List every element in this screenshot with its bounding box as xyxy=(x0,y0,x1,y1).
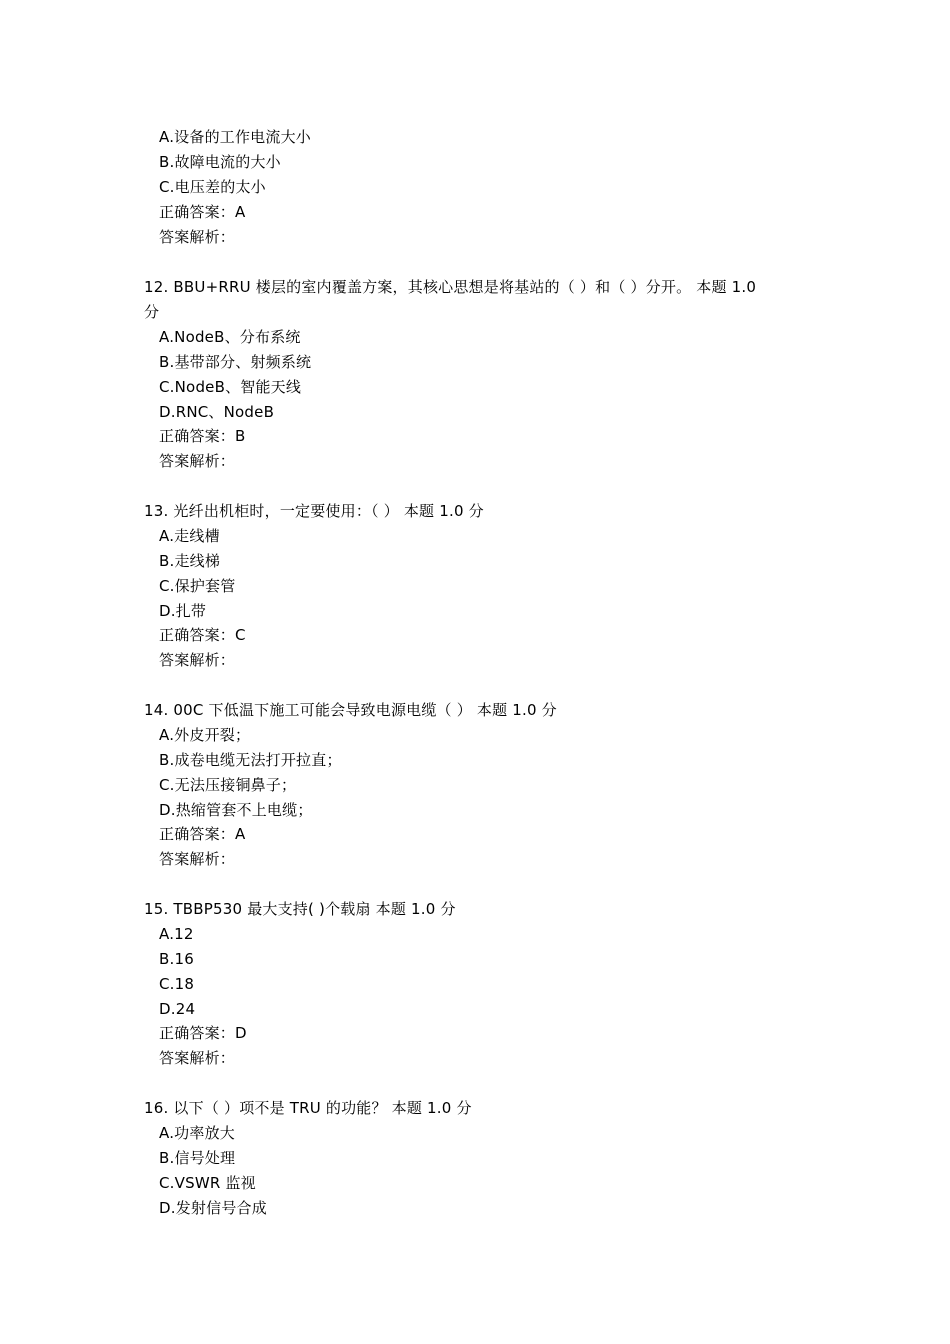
q15-analysis: 答案解析： xyxy=(159,1049,236,1067)
q13-analysis: 答案解析： xyxy=(159,651,236,669)
q12-answer: 正确答案：B xyxy=(159,427,246,445)
q16-option-d: D.发射信号合成 xyxy=(159,1199,267,1217)
q13-option-d: D.扎带 xyxy=(159,602,207,620)
q16-option-b: B.信号处理 xyxy=(159,1149,236,1167)
q12-stem-continued: 分 xyxy=(144,303,160,321)
q12-option-c: C.NodeB、智能天线 xyxy=(159,378,302,396)
q14-option-a: A.外皮开裂； xyxy=(159,726,251,744)
q14-option-b: B.成卷电缆无法打开拉直； xyxy=(159,751,342,769)
q12-option-d: D.RNC、NodeB xyxy=(159,403,275,421)
q11-answer: 正确答案：A xyxy=(159,203,246,221)
q16-option-a: A.功率放大 xyxy=(159,1124,235,1142)
q14-analysis: 答案解析： xyxy=(159,850,236,868)
q11-option-c: C.电压差的太小 xyxy=(159,178,266,196)
q14-option-c: C.无法压接铜鼻子； xyxy=(159,776,297,794)
q11-option-a: A.设备的工作电流大小 xyxy=(159,128,311,146)
q14-option-d: D.热缩管套不上电缆； xyxy=(159,801,313,819)
q11-analysis: 答案解析： xyxy=(159,228,236,246)
q15-stem: 15. TBBP530 最大支持( )个载扇 本题 1.0 分 xyxy=(144,900,456,918)
q12-option-a: A.NodeB、分布系统 xyxy=(159,328,301,346)
q13-option-c: C.保护套管 xyxy=(159,577,236,595)
q12-option-b: B.基带部分、射频系统 xyxy=(159,353,312,371)
q16-option-c: C.VSWR 监视 xyxy=(159,1174,256,1192)
q12-stem: 12. BBU+RRU 楼层的室内覆盖方案，其核心思想是将基站的（ ）和（ ）分开。 本题 1.0 xyxy=(144,278,757,296)
q16-stem: 16. 以下（ ）项不是 TRU 的功能？ 本题 1.0 分 xyxy=(144,1099,472,1117)
q15-option-a: A.12 xyxy=(159,925,194,943)
q13-option-a: A.走线槽 xyxy=(159,527,220,545)
q15-option-c: C.18 xyxy=(159,975,195,993)
q15-answer: 正确答案：D xyxy=(159,1024,247,1042)
q15-option-b: B.16 xyxy=(159,950,194,968)
q11-option-b: B.故障电流的大小 xyxy=(159,153,281,171)
q13-stem: 13. 光纤出机柜时，一定要使用：（ ） 本题 1.0 分 xyxy=(144,502,484,520)
q14-stem: 14. 00C 下低温下施工可能会导致电源电缆（ ） 本题 1.0 分 xyxy=(144,701,557,719)
q14-answer: 正确答案：A xyxy=(159,825,246,843)
q15-option-d: D.24 xyxy=(159,1000,196,1018)
q13-answer: 正确答案：C xyxy=(159,626,246,644)
q12-analysis: 答案解析： xyxy=(159,452,236,470)
q13-option-b: B.走线梯 xyxy=(159,552,221,570)
